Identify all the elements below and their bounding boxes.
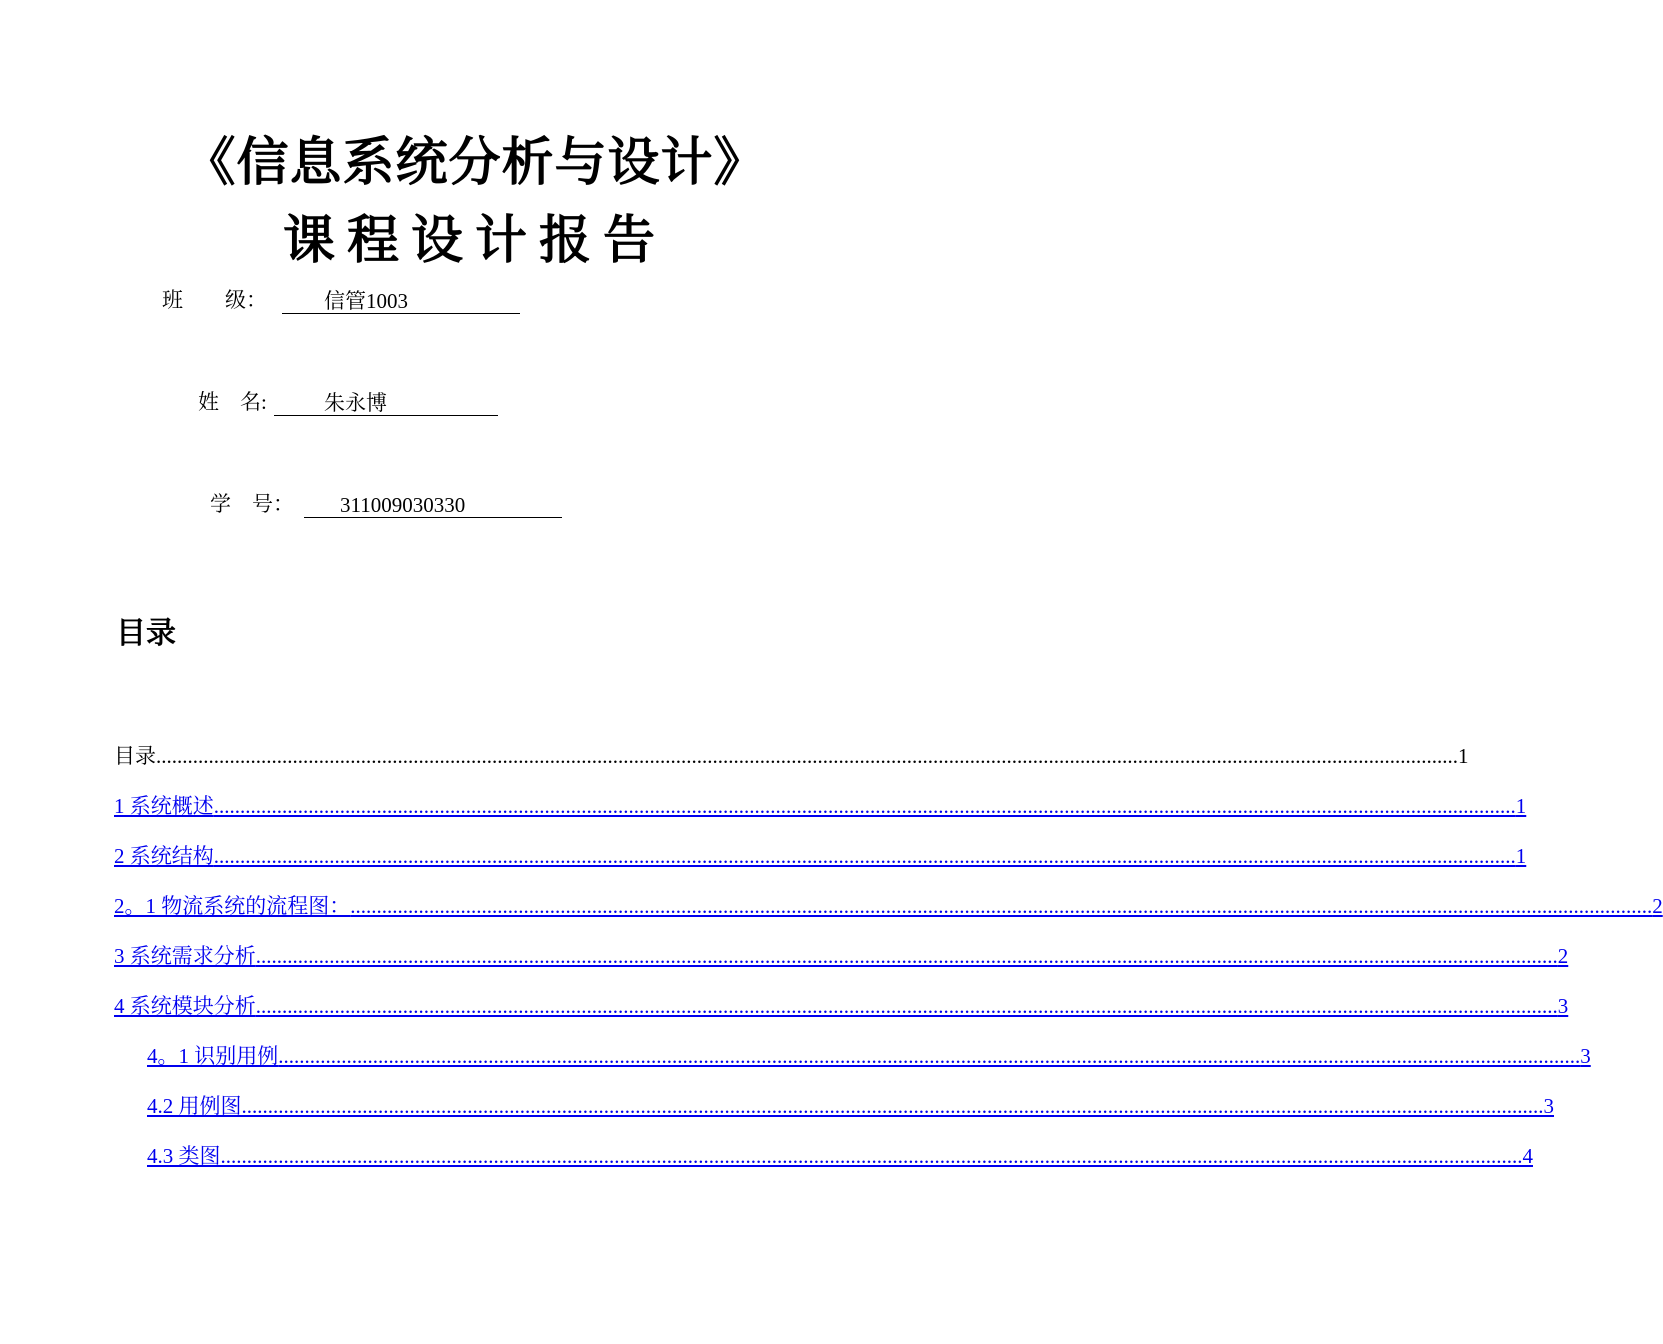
student-id-label: 学 号： (210, 492, 294, 516)
toc-page-number: 2 (1557, 944, 1569, 968)
class-value: 信管1003 (282, 289, 520, 314)
toc-leader-dots: ........................................................................................................................................................................................................................................................ (213, 794, 1516, 818)
toc-leader-dots: ........................................................................................................................................................................................................................................................ (255, 944, 1558, 968)
toc-entry-title: 3 系统需求分析 (114, 944, 256, 968)
report-title-course: 《信息系统分析与设计》 (183, 133, 767, 193)
toc-entry[interactable] (147, 1138, 1533, 1170)
report-title-type: 课程设计报告 (282, 211, 667, 271)
toc-entry[interactable] (147, 1038, 1591, 1070)
toc-leader-dots: ........................................................................................................................................................................................................................................................ (213, 844, 1516, 868)
toc-entry[interactable] (114, 888, 1663, 920)
toc-page-number: 1 (1515, 794, 1527, 818)
toc-entry[interactable] (114, 988, 1569, 1020)
class-field (162, 286, 520, 314)
toc-page-number: 2 (1652, 894, 1663, 918)
toc-entry-title: 目录 (114, 744, 156, 768)
toc-page-number: 4 (1522, 1144, 1533, 1168)
toc-entry (114, 738, 1469, 770)
toc-leader-dots: ........................................................................................................................................................................................................................................................ (156, 744, 1458, 768)
toc-entry-title: 2 系统结构 (114, 844, 214, 868)
toc-page-number: 3 (1580, 1044, 1591, 1068)
toc-heading: 目录 (116, 616, 176, 651)
toc-leader-dots: ........................................................................................................................................................................................................................................................ (241, 1094, 1544, 1118)
name-value: 朱永博 (274, 391, 498, 416)
toc-entry[interactable] (114, 788, 1527, 820)
name-label: 姓 名: (198, 390, 267, 414)
student-id-field (210, 490, 562, 518)
toc-leader-dots: ........................................................................................................................................................................................................................................................ (350, 894, 1653, 918)
toc-page-number: 3 (1543, 1094, 1554, 1118)
toc-leader-dots: ........................................................................................................................................................................................................................................................ (278, 1044, 1581, 1068)
student-id-value: 311009030330 (304, 493, 562, 518)
toc-entry-title: 4.2 用例图 (147, 1094, 242, 1118)
toc-entry-title: 4。1 识别用例 (147, 1044, 279, 1068)
toc-entry-title: 4.3 类图 (147, 1144, 221, 1168)
toc-entry-title: 4 系统模块分析 (114, 994, 256, 1018)
toc-page-number: 3 (1557, 994, 1569, 1018)
toc-entry-title: 2。1 物流系统的流程图： (114, 894, 351, 918)
toc-entry[interactable] (147, 1088, 1554, 1120)
toc-entry-title: 1 系统概述 (114, 794, 214, 818)
name-field (198, 388, 498, 416)
toc-page-number: 1 (1515, 844, 1527, 868)
toc-entry[interactable] (114, 938, 1569, 970)
toc-leader-dots: ........................................................................................................................................................................................................................................................ (255, 994, 1558, 1018)
toc-leader-dots: ........................................................................................................................................................................................................................................................ (220, 1144, 1523, 1168)
class-label: 班 级： (162, 288, 267, 312)
toc-entry[interactable] (114, 838, 1527, 870)
toc-page-number: 1 (1458, 744, 1469, 768)
